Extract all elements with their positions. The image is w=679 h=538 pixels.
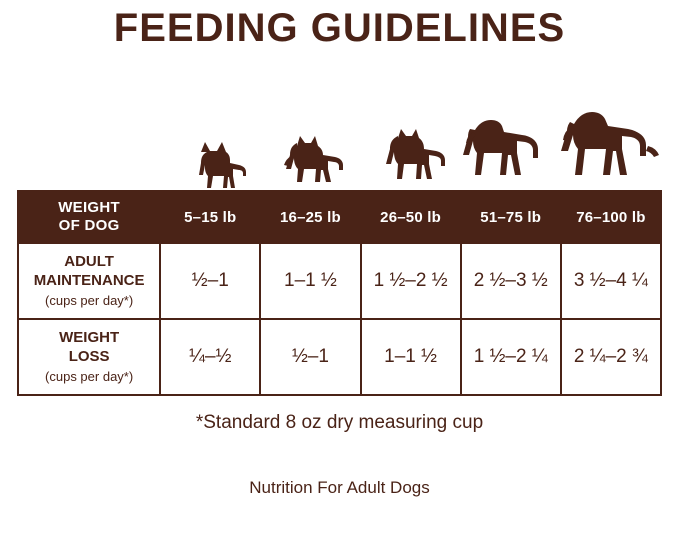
header-weight-2: 16–25 lb [260,191,360,243]
row-label-adult-maintenance [18,243,160,319]
cell-loss-4: 1 ½–2 ¼ [461,319,561,395]
cell-adult-4: 2 ½–3 ½ [461,243,561,319]
table-row [18,319,661,395]
page-title: FEEDING GUIDELINES [113,6,566,50]
cell-loss-1: ¼–½ [160,319,260,395]
feeding-guidelines-table [17,190,662,396]
cell-adult-2: 1–1 ½ [260,243,360,319]
cell-loss-5: 2 ¼–2 ¾ [561,319,661,395]
footnote: *Standard 8 oz dry measuring cup [195,412,484,433]
cell-loss-2: ½–1 [260,319,360,395]
dog-silhouettes-row [0,98,679,190]
header-weight-line1: WEIGHT [58,199,120,216]
table-header-row [18,191,661,243]
row-label-sub: (cups per day*) [45,292,134,308]
pointer-silhouette [462,116,554,190]
header-weight-4: 51–75 lb [461,191,561,243]
retriever-silhouette [560,108,660,190]
cell-loss-3: 1–1 ½ [361,319,461,395]
row-label-line2: LOSS [68,347,110,365]
cell-adult-5: 3 ½–4 ¼ [561,243,661,319]
row-label-weight-loss [18,319,160,395]
cell-adult-3: 1 ½–2 ½ [361,243,461,319]
tagline: Nutrition For Adult Dogs [249,478,430,497]
header-weight-of-dog [18,191,160,243]
row-label-line1: ADULT [64,253,114,271]
terrier-silhouette [266,134,358,190]
header-weight-line2: OF DOG [58,217,120,234]
row-label-sub: (cups per day*) [45,368,134,384]
header-weight-1: 5–15 lb [160,191,260,243]
row-label-line1: WEIGHT [59,329,120,347]
header-weight-5: 76–100 lb [561,191,661,243]
chihuahua-silhouette [168,142,260,190]
boxer-silhouette [364,128,456,190]
cell-adult-1: ½–1 [160,243,260,319]
table-row [18,243,661,319]
header-weight-3: 26–50 lb [361,191,461,243]
row-label-line2: MAINTENANCE [33,271,145,289]
